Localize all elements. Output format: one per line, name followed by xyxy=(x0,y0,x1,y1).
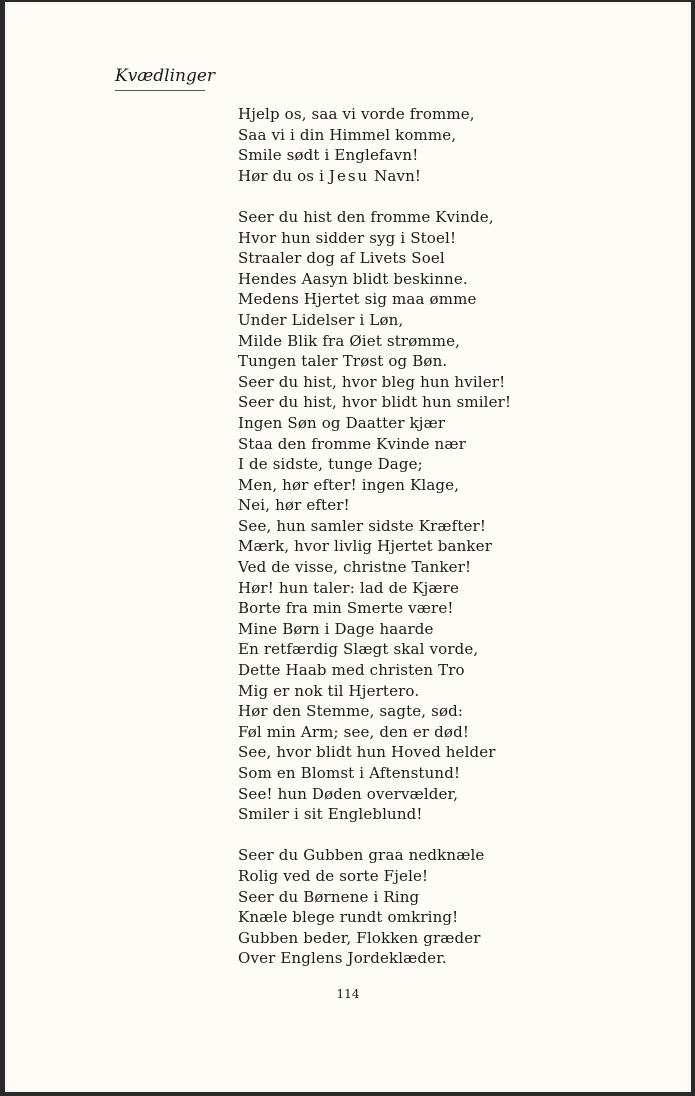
stanza-1 xyxy=(238,104,511,186)
poem-line: Tungen taler Trøst og Bøn. xyxy=(238,352,448,371)
poem-line: Som en Blomst i Aftenstund! xyxy=(238,764,461,782)
poem-line: Gubben beder, Flokken græder xyxy=(238,928,481,947)
poem-line: Smiler i sit Engleblund! xyxy=(238,805,423,824)
poem-line: Staa den fromme Kvinde nær xyxy=(238,434,466,453)
poem-line: Seer du Gubben graa nedknæle xyxy=(238,846,485,865)
poem-line: Hvor hun sidder syg i Stoel! xyxy=(238,228,457,247)
poem-line: See! hun Døden overvælder, xyxy=(238,784,459,803)
poem-line: Saa vi i din Himmel komme, xyxy=(238,125,457,144)
poem-line: Rolig ved de sorte Fjele! xyxy=(238,866,429,885)
poem-line: Over Englens Jordeklæder. xyxy=(238,949,447,968)
poem-line: Mig er nok til Hjertero. xyxy=(238,681,420,700)
poem-line: Dette Haab med christen Tro xyxy=(238,661,465,680)
poem-line-prefix: Hør du os i xyxy=(238,166,329,185)
poem-line: Hjelp os, saa vi vorde fromme, xyxy=(238,105,475,123)
poem-line xyxy=(238,166,511,187)
spaced-word: Jesu xyxy=(328,166,370,185)
book-page xyxy=(5,2,691,1092)
poem-line: Knæle blege rundt omkring! xyxy=(238,908,459,927)
poem-line: Under Lidelser i Løn, xyxy=(238,310,404,329)
poem-line: En retfærdig Slægt skal vorde, xyxy=(238,640,479,659)
poem-line: Seer du Børnene i Ring xyxy=(238,887,420,906)
stanza-gap xyxy=(238,186,511,207)
poem-line: Milde Blik fra Øiet strømme, xyxy=(238,331,461,350)
poem-line: Smile sødt i Englefavn! xyxy=(238,146,419,165)
poem-line: I de sidste, tunge Dage; xyxy=(238,455,423,474)
poem-line: Mine Børn i Dage haarde xyxy=(238,619,434,638)
poem-line: Hør den Stemme, sagte, sød: xyxy=(238,702,464,721)
poem-line: Hendes Aasyn blidt beskinne. xyxy=(238,269,468,288)
stanza-3 xyxy=(238,845,511,969)
poem-line: See, hun samler sidste Kræfter! xyxy=(238,516,487,535)
poem-line: Nei, hør efter! xyxy=(238,496,350,515)
poem-line: Mærk, hvor livlig Hjertet banker xyxy=(238,537,493,556)
poem-line-suffix: Navn! xyxy=(369,166,422,185)
running-title: Kvædlinger xyxy=(115,65,205,91)
page-number: 114 xyxy=(336,987,360,1001)
poem-text xyxy=(238,104,511,969)
poem-line: Ingen Søn og Daatter kjær xyxy=(238,413,446,432)
stanza-2 xyxy=(238,207,511,825)
poem-line: Seer du hist, hvor bleg hun hviler! xyxy=(238,372,506,391)
poem-line: Hør! hun taler: lad de Kjære xyxy=(238,578,460,597)
poem-line: Føl min Arm; see, den er død! xyxy=(238,722,470,741)
poem-line: Seer du hist den fromme Kvinde, xyxy=(238,207,494,226)
poem-line: Borte fra min Smerte være! xyxy=(238,599,454,618)
poem-line: Men, hør efter! ingen Klage, xyxy=(238,475,460,494)
poem-line: See, hvor blidt hun Hoved helder xyxy=(238,743,496,762)
poem-line: Ved de visse, christne Tanker! xyxy=(238,558,472,577)
poem-line: Straaler dog af Livets Soel xyxy=(238,249,445,268)
poem-line: Seer du hist, hvor blidt hun smiler! xyxy=(238,393,512,412)
poem-line: Medens Hjertet sig maa ømme xyxy=(238,290,477,309)
stanza-gap xyxy=(238,825,511,846)
